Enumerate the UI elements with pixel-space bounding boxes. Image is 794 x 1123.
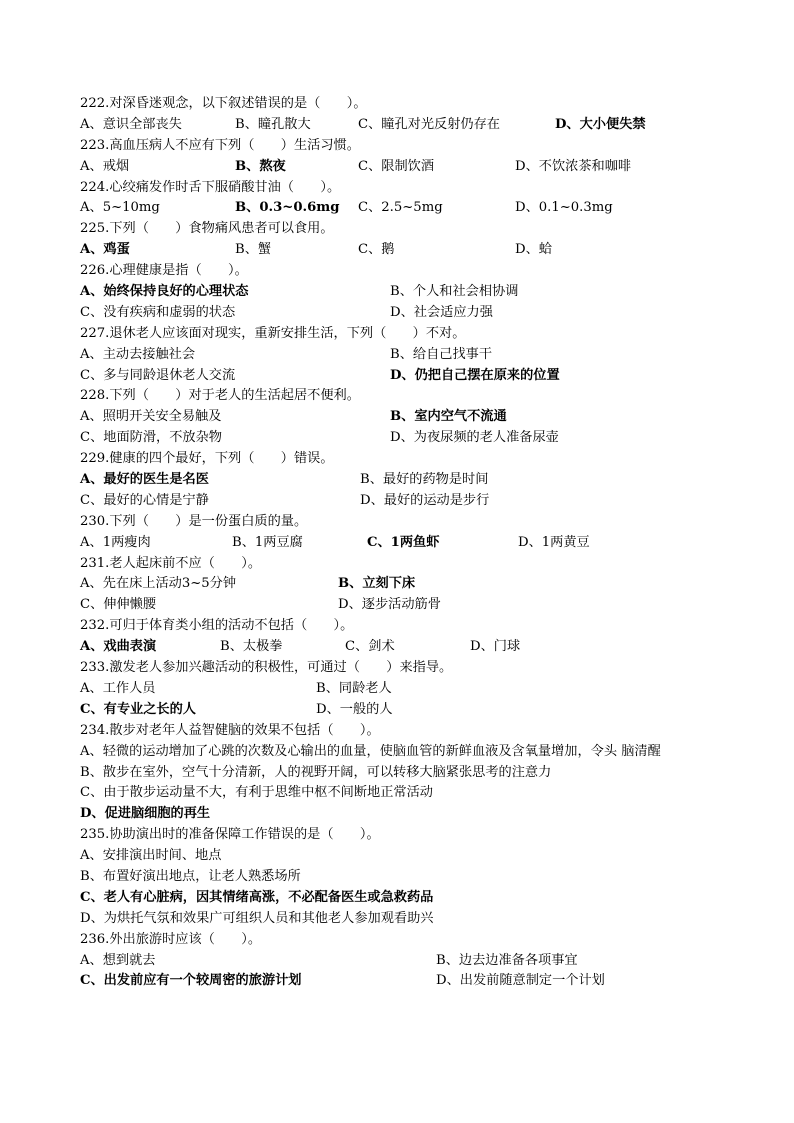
- option-d: D、为夜尿频的老人准备尿壶: [390, 430, 559, 446]
- option-b: B、立刻下床: [338, 576, 416, 592]
- option-c: C、由于散步运动量不大，有利于思维中枢不间断地正常活动: [80, 785, 433, 801]
- option-b: B、1两豆腐: [232, 534, 303, 550]
- option-row: [80, 491, 740, 512]
- option-c: C、瞳孔对光反射仍存在: [358, 116, 500, 132]
- question-stem: 233.激发老人参加兴趣活动的积极性，可通过（ ）来指导。: [80, 660, 453, 676]
- option-row: [80, 157, 740, 178]
- option-row: [80, 198, 740, 219]
- option-row: [80, 428, 740, 449]
- option-row: [80, 595, 740, 616]
- option-b: B、熬夜: [235, 158, 286, 174]
- question-stem: 234.散步对老年人益智健脑的效果不包括（ ）。: [80, 722, 380, 738]
- option-d: D、大小便失禁: [555, 116, 646, 132]
- option-a: A、工作人员: [80, 680, 156, 696]
- option-a: A、最好的医生是名医: [80, 472, 209, 488]
- option-b: B、瞳孔散大: [235, 116, 311, 132]
- option-b: B、最好的药物是时间: [360, 472, 489, 488]
- option-b: B、边去边准备各项事宜: [436, 952, 578, 968]
- option-c: C、伸伸懒腰: [80, 597, 157, 613]
- option-c: C、老人有心脏病，因其情绪高涨，不必配备医生或急救药品: [80, 889, 434, 905]
- option-row: [80, 240, 740, 261]
- option-c: C、没有疾病和虚弱的状态: [80, 304, 236, 320]
- option-c: C、1两鱼虾: [367, 534, 440, 550]
- question-stem: 229.健康的四个最好，下列（ ）错误。: [80, 451, 334, 467]
- option-row: [80, 637, 740, 658]
- option-row: [80, 303, 740, 324]
- question-stem: 222.对深昏迷观念，以下叙述错误的是（ ）。: [80, 96, 367, 111]
- question-stem: 235.协助演出时的准备保障工作错误的是（ ）。: [80, 827, 380, 843]
- option-c: C、有专业之长的人: [80, 701, 196, 717]
- option-a: A、鸡蛋: [80, 242, 130, 258]
- option-row: [80, 407, 740, 428]
- option-b: B、蟹: [235, 242, 272, 258]
- option-d: D、1两黄豆: [518, 534, 590, 550]
- question-stem: 228.下列（ ）对于老人的生活起居不便利。: [80, 388, 360, 404]
- option-a: A、戏曲表演: [80, 639, 157, 655]
- option-row: [80, 951, 740, 972]
- option-row: [80, 366, 740, 387]
- question-stem: 232.可归于体育类小组的活动不包括（ ）。: [80, 618, 354, 634]
- option-b: B、0.3~0.6mg: [235, 200, 340, 216]
- option-b: B、布置好演出地点，让老人熟悉场所: [80, 868, 301, 884]
- option-row: [80, 282, 740, 303]
- option-a: A、1两瘦肉: [80, 534, 151, 550]
- question-stem: 230.下列（ ）是一份蛋白质的量。: [80, 513, 308, 529]
- question-stem: 225.下列（ ）食物痛风患者可以食用。: [80, 221, 334, 237]
- option-d: D、仍把自己摆在原来的位置: [390, 367, 560, 383]
- option-d: D、最好的运动是步行: [360, 492, 490, 508]
- option-d: D、门球: [470, 639, 521, 655]
- question-stem: 226.心理健康是指（ ）。: [80, 263, 248, 279]
- option-a: A、戒烟: [80, 158, 130, 174]
- option-c: C、限制饮酒: [358, 158, 435, 174]
- option-c: C、最好的心情是宁静: [80, 492, 209, 508]
- option-row: [80, 345, 740, 366]
- option-a: A、主动去接触社会: [80, 346, 196, 362]
- option-a: A、5~10mg: [80, 200, 160, 216]
- option-c: C、鹅: [358, 242, 395, 258]
- option-a: A、安排演出时间、地点: [80, 848, 222, 864]
- question-stem: 231.老人起床前不应（ ）。: [80, 555, 262, 571]
- option-row: [80, 470, 740, 491]
- option-c: C、多与同龄退休老人交流: [80, 367, 236, 383]
- option-a: A、先在床上活动3~5分钟: [80, 576, 237, 592]
- option-b: B、太极拳: [220, 639, 283, 655]
- exam-page: [80, 94, 740, 992]
- option-row: [80, 971, 740, 992]
- option-d: D、0.1~0.3mg: [515, 200, 613, 216]
- question-stem: 236.外出旅游时应该（ ）。: [80, 931, 262, 947]
- option-c: C、剑术: [345, 639, 395, 655]
- option-row: [80, 700, 740, 721]
- option-c: C、2.5~5mg: [358, 200, 443, 216]
- option-row: [80, 574, 740, 595]
- question-stem: 227.退休老人应该面对现实，重新安排生活，下列（ ）不对。: [80, 325, 466, 341]
- option-a: A、意识全部丧失: [80, 116, 182, 132]
- option-d: D、社会适应力强: [390, 304, 493, 320]
- option-b: B、散步在室外，空气十分清新，人的视野开阔，可以转移大脑紧张思考的注意力: [80, 764, 552, 780]
- option-row: [80, 115, 740, 136]
- option-d: D、蛤: [515, 242, 552, 258]
- option-row: [80, 679, 740, 700]
- question-stem: 224.心绞痛发作时舌下服硝酸甘油（ ）。: [80, 179, 341, 195]
- option-b: B、个人和社会相协调: [390, 284, 519, 300]
- option-row: [80, 533, 740, 554]
- option-a: A、始终保持良好的心理状态: [80, 284, 249, 300]
- option-d: D、促进脑细胞的再生: [80, 806, 211, 822]
- option-d: D、出发前随意制定一个计划: [436, 973, 605, 989]
- question-stem: 223.高血压病人不应有下列（ ）生活习惯。: [80, 137, 360, 153]
- option-d: D、逐步活动筋骨: [338, 597, 441, 613]
- option-a: A、轻微的运动增加了心跳的次数及心输出的血量，使脑血管的新鲜血液及含氧量增加，令头 脑清醒: [80, 743, 661, 759]
- option-b: B、给自己找事干: [390, 346, 493, 362]
- option-b: B、同龄老人: [316, 680, 392, 696]
- option-a: A、想到就去: [80, 952, 156, 968]
- option-d: D、不饮浓茶和咖啡: [515, 158, 632, 174]
- option-b: B、室内空气不流通: [390, 409, 507, 425]
- option-a: A、照明开关安全易触及: [80, 409, 222, 425]
- option-c: C、地面防滑，不放杂物: [80, 430, 222, 446]
- option-c: C、出发前应有一个较周密的旅游计划: [80, 973, 302, 989]
- option-d: D、一般的人: [316, 701, 393, 717]
- option-d: D、为烘托气氛和效果广可组织人员和其他老人参加观看助兴: [80, 910, 434, 926]
